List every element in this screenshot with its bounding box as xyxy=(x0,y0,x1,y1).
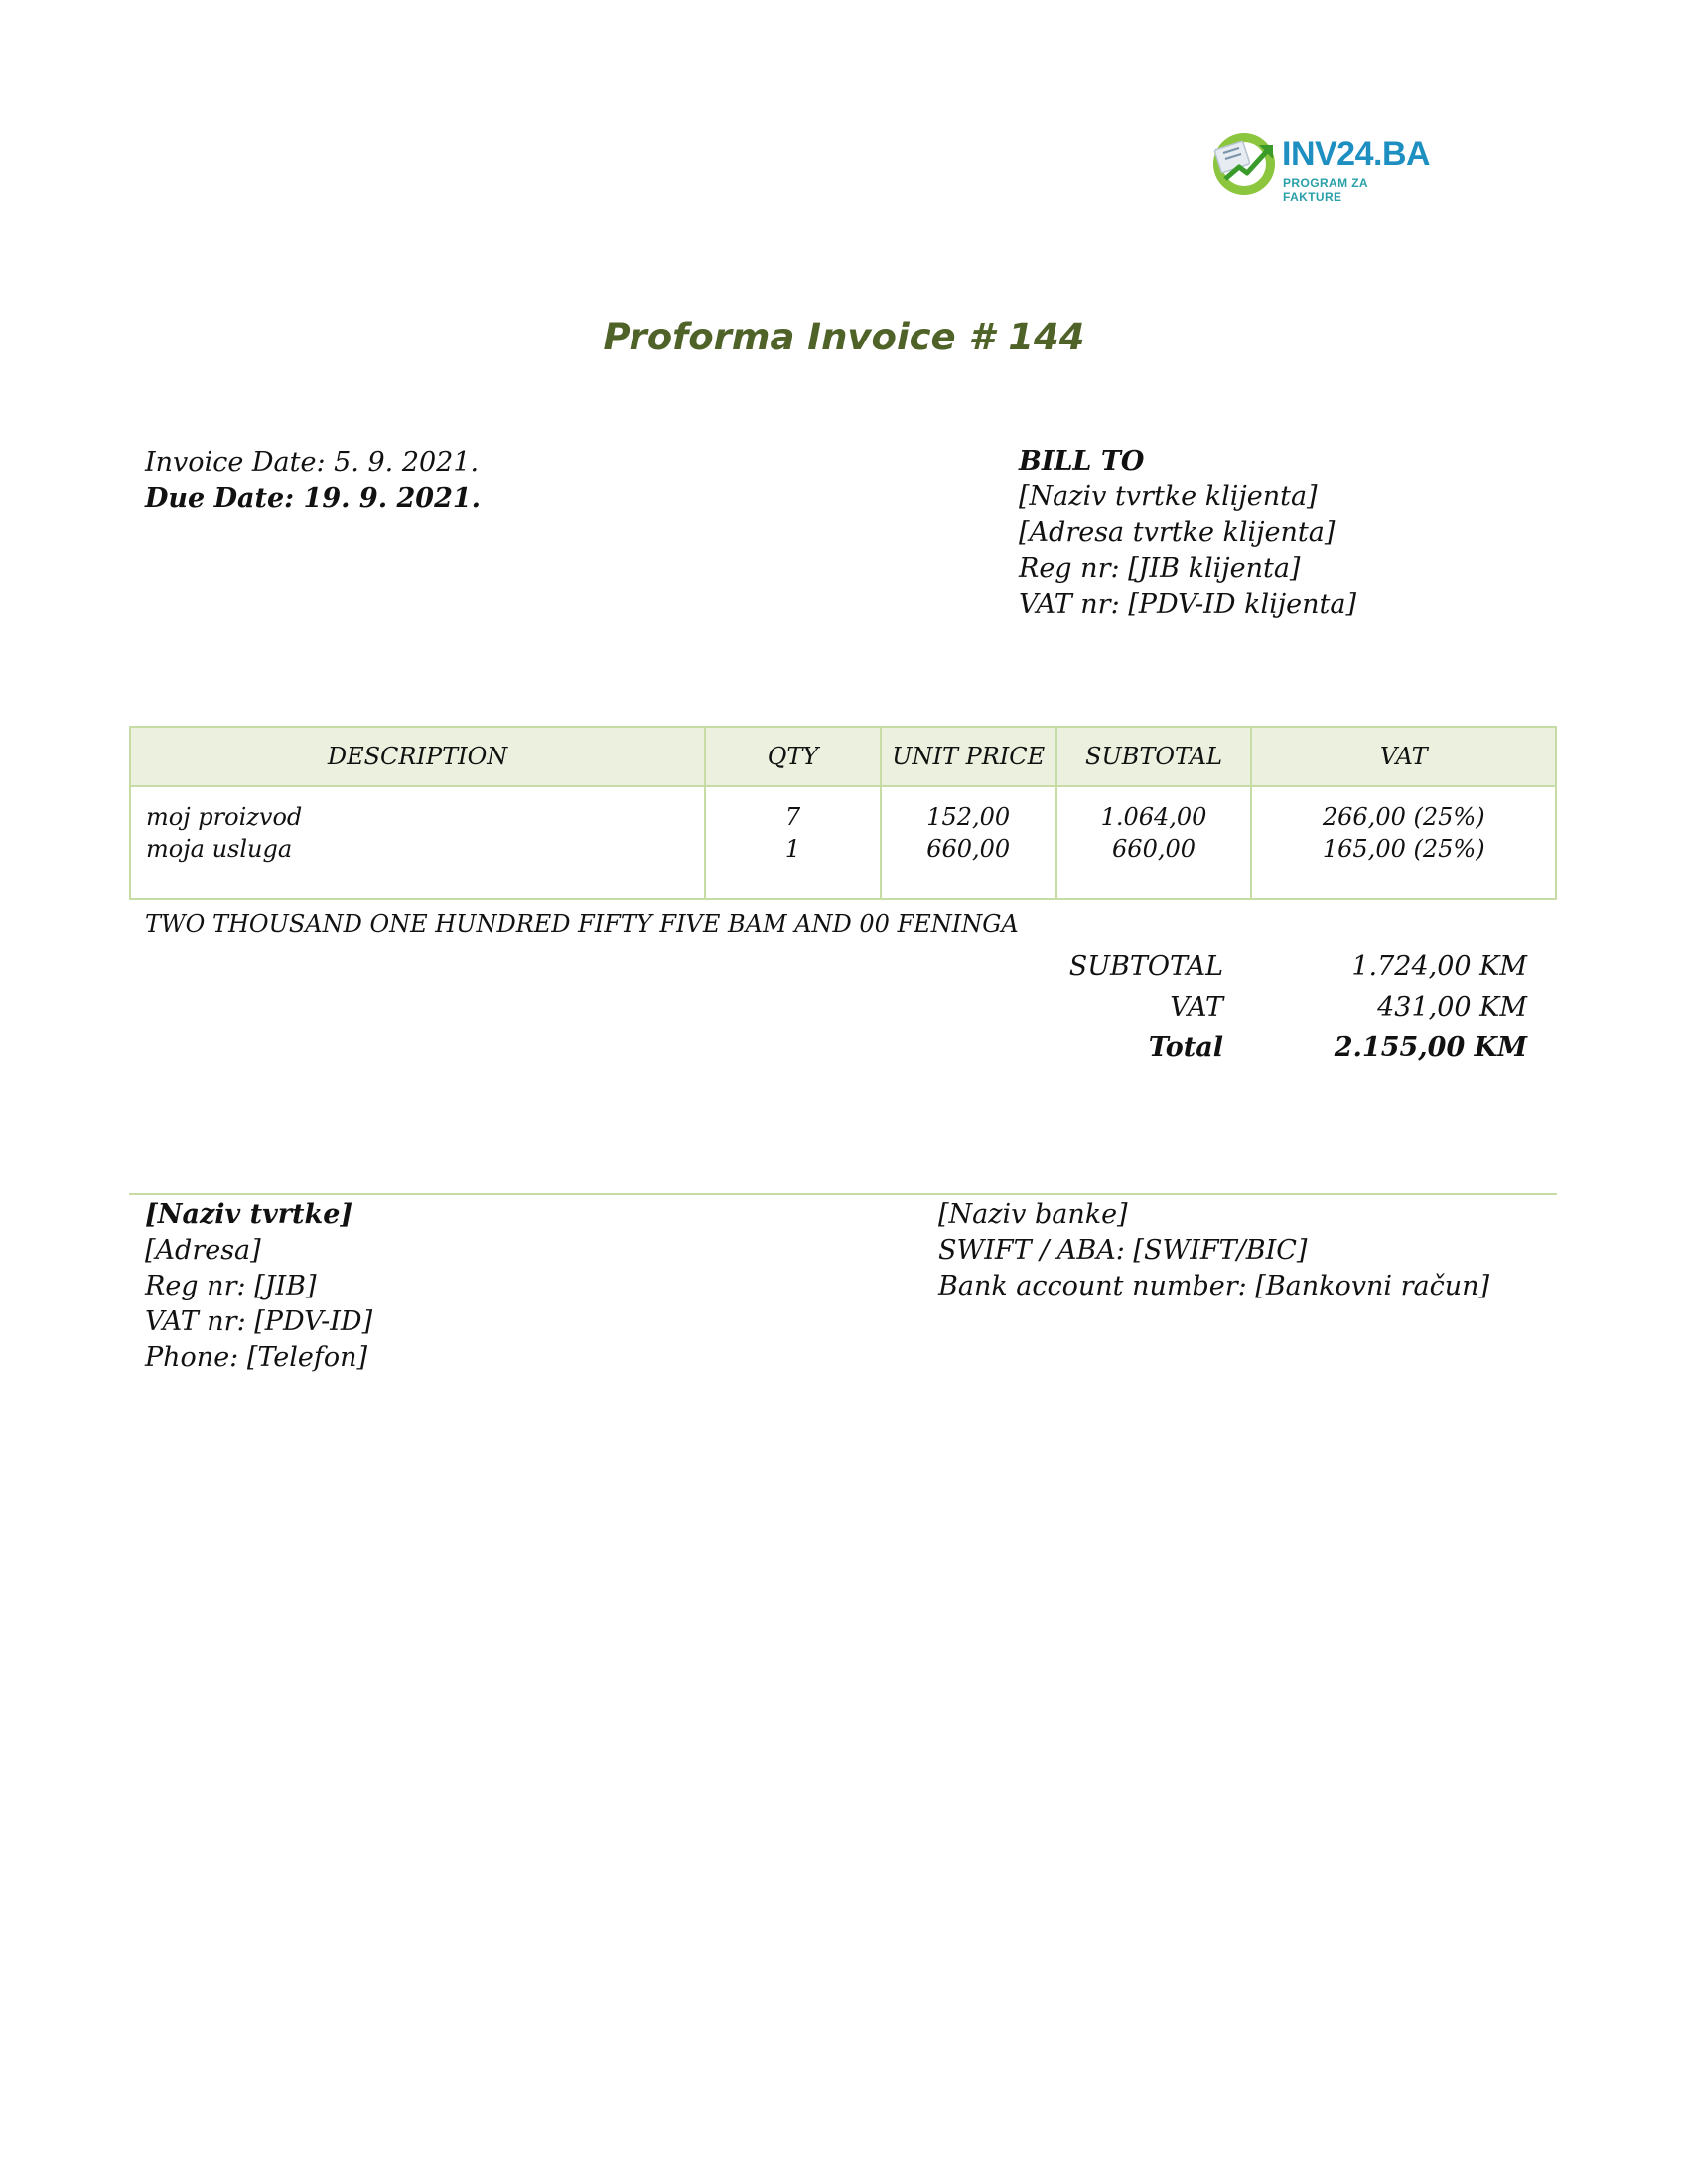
bill-to-heading: BILL TO xyxy=(1019,446,1145,477)
company-phone: Phone: [Telefon] xyxy=(145,1342,368,1373)
logo-icon xyxy=(1209,129,1279,199)
subtotal-value: 1.724,00 KM xyxy=(1351,951,1527,982)
item-vat: 266,00 (25%) xyxy=(1322,803,1485,831)
invoice-title xyxy=(0,316,1688,358)
item-subtotal: 1.064,00 xyxy=(1100,803,1207,831)
vat-value: 431,00 KM xyxy=(1377,992,1527,1023)
subtotal-label: SUBTOTAL xyxy=(1068,951,1223,982)
item-qty: 1 xyxy=(784,835,801,863)
vat-cell xyxy=(1251,786,1556,899)
description-cell xyxy=(130,786,705,899)
bank-info xyxy=(938,1197,1489,1304)
item-subtotal: 660,00 xyxy=(1112,835,1196,863)
item-unit-price: 660,00 xyxy=(926,835,1011,863)
client-name: [Naziv tvrtke klijenta] xyxy=(1019,481,1318,512)
bank-account: Bank account number: [Bankovni račun] xyxy=(938,1271,1490,1301)
bill-to-block xyxy=(1019,444,1356,622)
client-vat: VAT nr: [PDV-ID klijenta] xyxy=(1019,589,1357,619)
logo-tagline: PROGRAM ZA FAKTURE xyxy=(1283,176,1368,204)
item-description: moj proizvod xyxy=(146,803,303,831)
bank-name: [Naziv banke] xyxy=(938,1199,1128,1230)
unit-price-cell xyxy=(881,786,1056,899)
company-info xyxy=(145,1197,372,1376)
col-header-unit-price: UNIT PRICE xyxy=(881,727,1056,786)
qty-cell xyxy=(705,786,881,899)
items-table xyxy=(129,726,1557,900)
company-logo xyxy=(1209,129,1431,204)
col-header-subtotal: SUBTOTAL xyxy=(1056,727,1252,786)
table-body-row xyxy=(130,786,1556,899)
subtotal-cell xyxy=(1056,786,1252,899)
logo-brand-text: INV24.BA xyxy=(1282,135,1431,173)
company-name: [Naziv tvrtke] xyxy=(145,1199,353,1230)
client-address: [Adresa tvrtke klijenta] xyxy=(1019,517,1336,548)
footer-divider xyxy=(129,1193,1557,1195)
invoice-date: Invoice Date: 5. 9. 2021. xyxy=(145,447,480,478)
company-reg: Reg nr: [JIB] xyxy=(145,1271,317,1301)
item-unit-price: 152,00 xyxy=(926,803,1011,831)
invoice-title-prefix: Proforma Invoice # xyxy=(603,316,995,358)
col-header-description: DESCRIPTION xyxy=(130,727,705,786)
invoice-dates xyxy=(145,444,481,517)
item-description: moja usluga xyxy=(146,835,293,863)
company-address: [Adresa] xyxy=(145,1235,261,1266)
total-value: 2.155,00 KM xyxy=(1334,1032,1527,1063)
client-reg: Reg nr: [JIB klijenta] xyxy=(1019,553,1301,584)
col-header-vat: VAT xyxy=(1251,727,1556,786)
due-date: Due Date: 19. 9. 2021. xyxy=(145,483,482,514)
amount-in-words: TWO THOUSAND ONE HUNDRED FIFTY FIVE BAM AND 00 FENINGA xyxy=(145,910,1019,938)
total-label: Total xyxy=(1148,1032,1223,1063)
invoice-number: 144 xyxy=(1008,316,1085,358)
item-vat: 165,00 (25%) xyxy=(1322,835,1485,863)
company-vat: VAT nr: [PDV-ID] xyxy=(145,1306,373,1337)
bank-swift: SWIFT / ABA: [SWIFT/BIC] xyxy=(938,1235,1308,1266)
item-qty: 7 xyxy=(784,803,801,831)
vat-label: VAT xyxy=(1170,992,1223,1023)
col-header-qty: QTY xyxy=(705,727,881,786)
table-header-row xyxy=(130,727,1556,786)
